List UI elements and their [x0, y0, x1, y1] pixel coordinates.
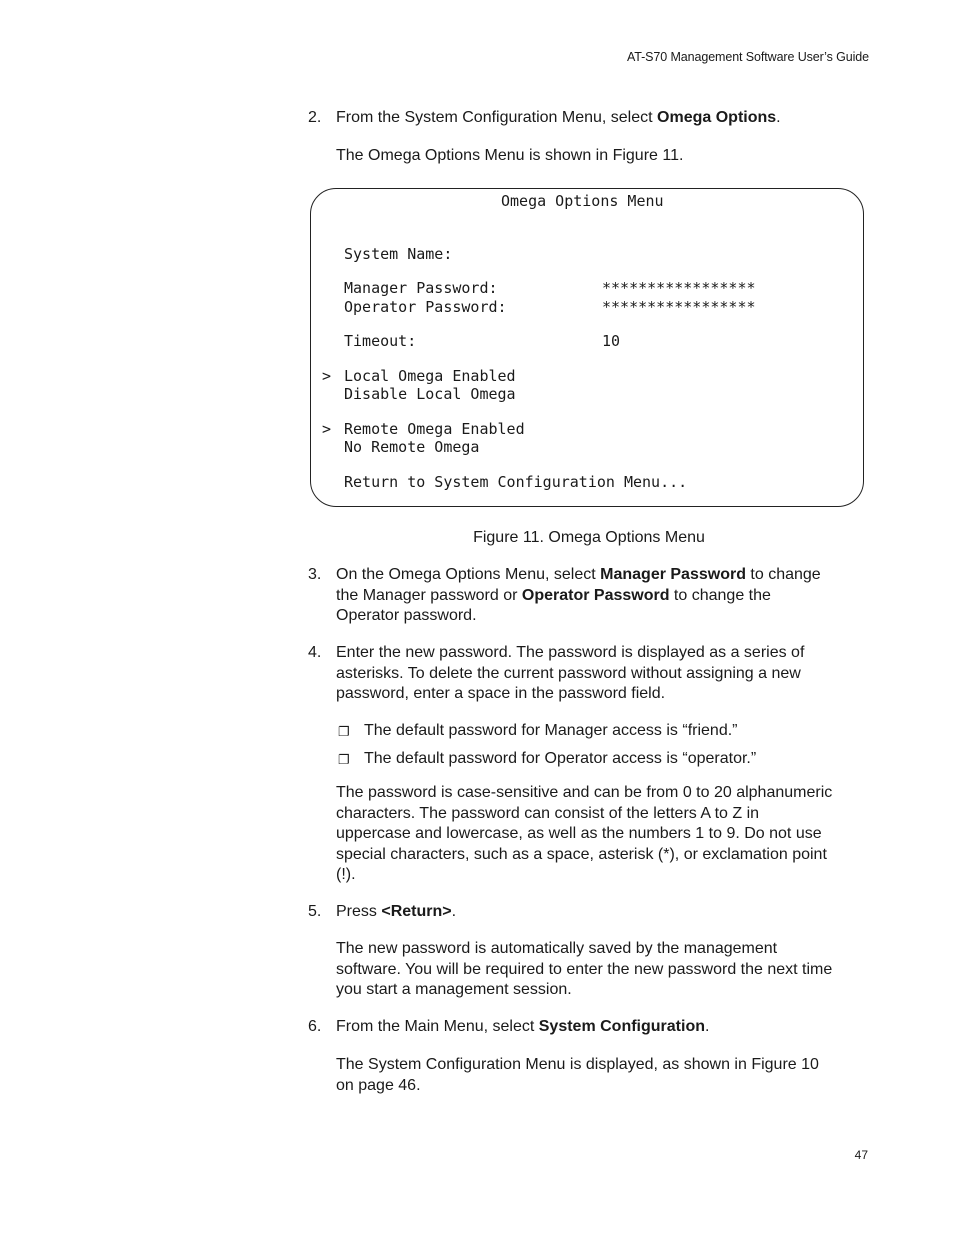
step-6-pre: From the Main Menu, select	[336, 1018, 539, 1035]
paragraph-line: uppercase and lowercase, as well as the numbers 1 to 9. Do not use	[336, 825, 822, 842]
bullet-item: The default password for Operator access is “operator.”	[364, 750, 757, 767]
step-2-text	[336, 108, 876, 129]
operator-password-label[interactable]: Operator Password:	[344, 298, 507, 316]
step-3-t3: the Manager password or	[336, 586, 522, 604]
bullet-box-icon: ❐	[338, 724, 350, 739]
selection-marker-local: >	[322, 367, 332, 385]
paragraph-line: characters. The password can consist of the letters A to Z in	[336, 804, 760, 822]
step-3-t4: to change the	[669, 586, 771, 604]
manager-password-value: *****************	[602, 279, 756, 297]
step-4-line-3: password, enter a space in the password field.	[336, 685, 666, 702]
step-2-post: .	[776, 109, 781, 126]
paragraph-line: The password is case-sensitive and can be from 0 to 20 alphanumeric	[336, 784, 833, 801]
step-4-line-1: Enter the new password. The password is displayed as a series of	[336, 644, 805, 661]
step-6-text	[336, 1017, 876, 1038]
step-5-text	[336, 902, 876, 923]
running-header: AT-S70 Management Software User’s Guide	[626, 50, 869, 64]
figure-caption: Figure 11. Omega Options Menu	[473, 529, 705, 546]
step-3-b2: Operator Password	[521, 586, 670, 604]
bullet-box-icon: ❐	[338, 752, 350, 767]
step-5-pre: Press	[336, 903, 382, 920]
step-4-line-2: asterisks. To delete the current password without assigning a new	[336, 664, 801, 682]
manager-password-label[interactable]: Manager Password:	[344, 279, 498, 297]
no-remote-omega-option[interactable]: No Remote Omega	[344, 438, 480, 456]
step-2-bold: Omega Options	[657, 109, 777, 126]
paragraph-line: on page 46.	[336, 1076, 421, 1094]
paragraph-line: software. You will be required to enter the new password the next time	[336, 960, 833, 978]
paragraph-line: (!).	[336, 866, 356, 883]
step-5-paragraph	[336, 939, 876, 1001]
step-4-number: 4.	[308, 644, 322, 661]
paragraph-line: special characters, such as a space, asterisk (*), or exclamation point	[336, 845, 827, 863]
step-6-paragraph	[336, 1055, 876, 1096]
operator-password-value: *****************	[602, 298, 756, 316]
password-rules-paragraph	[336, 783, 876, 886]
bullet-item: The default password for Manager access is “friend.”	[364, 722, 738, 739]
step-5-number: 5.	[308, 903, 322, 920]
disable-local-omega-option[interactable]: Disable Local Omega	[344, 385, 516, 403]
step-3-t2: to change	[745, 566, 821, 583]
timeout-label[interactable]: Timeout:	[344, 332, 417, 350]
remote-omega-enabled-option[interactable]: Remote Omega Enabled	[344, 420, 525, 438]
step-3-number: 3.	[308, 566, 322, 583]
step-2-pre: From the System Configuration Menu, select	[336, 109, 658, 126]
step-2-number: 2.	[308, 109, 322, 126]
step-4-text	[336, 643, 876, 705]
selection-marker-remote: >	[322, 420, 332, 438]
return-menu-option[interactable]: Return to System Configuration Menu...	[344, 473, 688, 491]
omega-options-screen	[310, 188, 864, 507]
screen-title: Omega Options Menu	[501, 192, 664, 210]
step-5-bold: <Return>	[381, 903, 452, 920]
system-name-label[interactable]: System Name:	[344, 245, 453, 263]
local-omega-enabled-option[interactable]: Local Omega Enabled	[344, 367, 516, 385]
paragraph-line: you start a management session.	[336, 981, 572, 998]
paragraph-line: The new password is automatically saved by the management	[336, 940, 778, 957]
paragraph-line: The System Configuration Menu is displayed, as shown in Figure 10	[336, 1056, 819, 1073]
step-6-number: 6.	[308, 1018, 322, 1035]
step-6-post: .	[704, 1018, 710, 1035]
page-number: 47	[854, 1148, 868, 1162]
step-5-post: .	[451, 903, 457, 920]
step-3-line-1	[336, 565, 876, 586]
step-2-note: The Omega Options Menu is shown in Figure 11.	[336, 147, 684, 164]
step-6-bold: System Configuration	[538, 1018, 705, 1035]
step-3-line-3: Operator password.	[336, 607, 477, 624]
step-3-b1: Manager Password	[600, 566, 746, 583]
step-3-line-2	[336, 586, 876, 607]
timeout-value: 10	[602, 332, 621, 350]
step-3-text	[336, 565, 876, 627]
step-3-t1: On the Omega Options Menu, select	[336, 566, 601, 583]
